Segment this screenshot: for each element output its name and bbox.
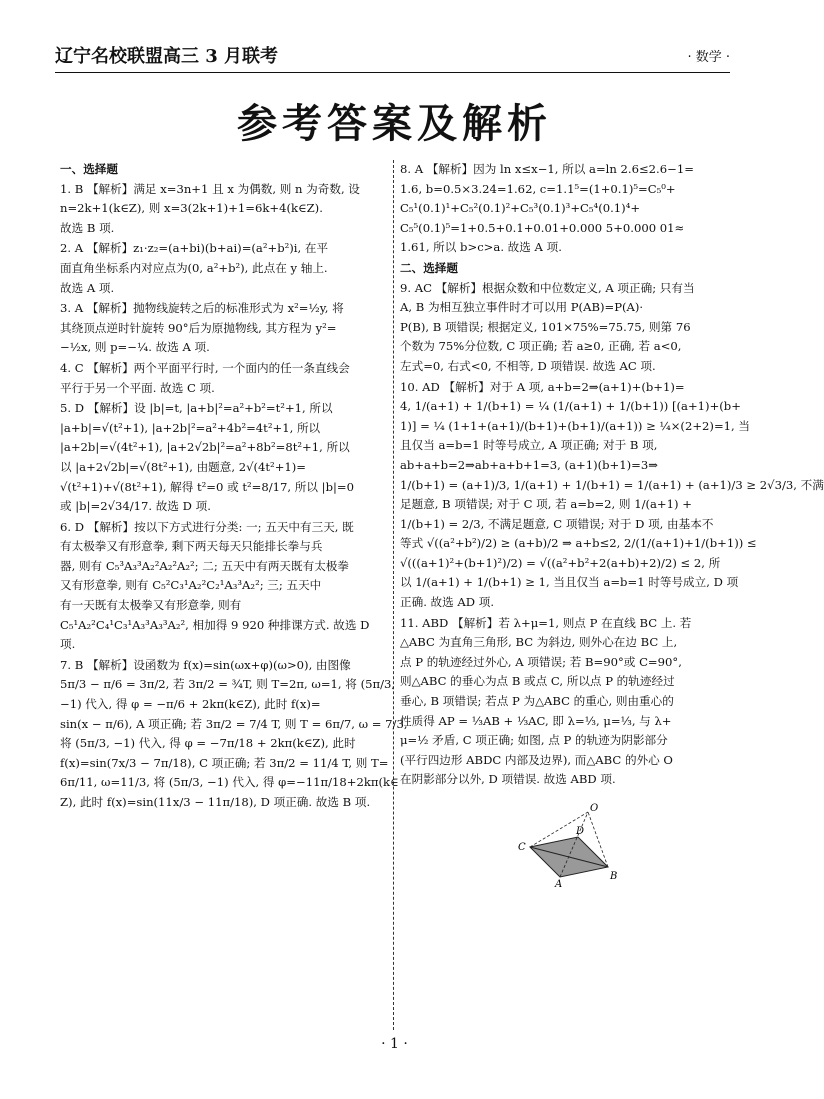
- text-line: 4, 1/(a+1) + 1/(b+1) = ¼ (1/(a+1) + 1/(b+1)) [(a+1)+(b+: [400, 399, 741, 414]
- column-divider: [393, 160, 394, 1030]
- text-line: 8. A 【解析】因为 ln x≤x−1, 所以 a=ln 2.6≤2.6−1=: [400, 162, 694, 176]
- text-line: −½x, 则 p=−¼. 故选 A 项.: [60, 340, 210, 355]
- text-line: |a+2b|=√(4t²+1), |a+2√2b|²=a²+8b²=8t²+1, 所以: [60, 440, 350, 455]
- text-line: 故选 B 项.: [60, 220, 115, 235]
- label-d: D: [576, 826, 585, 837]
- page-number: · 1 ·: [381, 1036, 408, 1052]
- text-line: 左式=0, 右式<0, 不相等, D 项错误. 故选 AC 项.: [400, 358, 656, 373]
- text-line: 1. B 【解析】满足 x=3n+1 且 x 为偶数, 则 n 为奇数, 设: [60, 181, 360, 196]
- text-line: 1/(b+1) = 2/3, 不满足题意, C 项错误; 对于 D 项, 由基本不: [400, 516, 714, 531]
- text-line: 5. D 【解析】设 |b|=t, |a+b|²=a²+b²=t²+1, 所以: [60, 401, 333, 416]
- text-line: 其绕顶点逆时针旋转 90°后为原抛物线, 其方程为 y²=: [60, 320, 337, 335]
- text-line: C₅¹A₂²C₄¹C₃¹A₃³A₃³A₂², 相加得 9 920 种排课方式. 故选 D: [60, 617, 370, 632]
- text-line: 9. AC 【解析】根据众数和中位数定义, A 项正确; 只有当: [400, 280, 695, 295]
- right-column: [400, 160, 824, 894]
- label-o: O: [590, 803, 599, 814]
- text-line: 以 1/(a+1) + 1/(b+1) ≥ 1, 当且仅当 a=b=1 时等号成立, D 项: [400, 575, 739, 590]
- text-line: √(t²+1)+√(8t²+1), 解得 t²=0 或 t²=8/17, 所以 |b|=0: [60, 479, 354, 494]
- text-line: n=2k+1(k∈Z), 则 x=3(2k+1)+1=6k+4(k∈Z).: [60, 201, 323, 216]
- answer-4: [60, 359, 385, 398]
- answer-6: [60, 518, 385, 655]
- geometry-figure: [510, 797, 630, 890]
- text-line: 1)] = ¼ (1+1+(a+1)/(b+1)+(b+1)/(a+1)) ≥ ¼×(2+2)=1, 当: [400, 418, 751, 433]
- text-line: 等式 √((a²+b²)/2) ≥ (a+b)/2 ⇒ a+b≤2, 2/(1/(a+1)+1/(b+1)) ≤: [400, 536, 757, 551]
- answer-1: [60, 180, 385, 239]
- text-line: 11. ABD 【解析】若 λ+μ=1, 则点 P 在直线 BC 上. 若: [400, 615, 692, 630]
- text-line: 10. AD 【解析】对于 A 项, a+b=2⇒(a+1)+(b+1)=: [400, 379, 685, 394]
- text-line: 或 |b|=2√34/17. 故选 D 项.: [60, 499, 211, 514]
- text-line: ab+a+b=2⇒ab+a+b+1=3, (a+1)(b+1)=3⇒: [400, 457, 658, 472]
- label-b: B: [610, 871, 618, 882]
- section-heading: 一、选择题: [60, 162, 118, 176]
- text-line: A, B 为相互独立事件时才可以用 P(AB)=P(A)·: [400, 300, 644, 315]
- exam-name: 辽宁名校联盟高三 3 月联考: [55, 46, 279, 67]
- text-line: sin(x − π/6), A 项正确; 若 3π/2 = 7/4 T, 则 T = 6π/7, ω = 7/3,: [60, 716, 408, 731]
- text-line: 3. A 【解析】抛物线旋转之后的标准形式为 x²=½y, 将: [60, 301, 344, 316]
- text-line: 6. D 【解析】按以下方式进行分类: 一; 五天中有三天, 既: [60, 519, 354, 534]
- text-line: P(B), B 项错误; 根据定义, 101×75%=75.75, 则第 76: [400, 319, 691, 334]
- page-title: 参考答案及解析: [237, 101, 552, 147]
- text-line: 个数为 75%分位数, C 项正确; 若 a≥0, 正确, 若 a<0,: [400, 339, 682, 354]
- text-line: △ABC 为直角三角形, BC 为斜边, 则外心在边 BC 上,: [400, 635, 678, 650]
- text-line: 以 |a+2√2b|=√(8t²+1), 由题意, 2√(4t²+1)=: [60, 459, 307, 474]
- text-line: 6π/11, ω=11/3, 将 (5π/3, −1) 代入, 得 φ=−11π/18+2kπ(k∈: [60, 775, 399, 790]
- text-line: 7. B 【解析】设函数为 f(x)=sin(ωx+φ)(ω>0), 由图像: [60, 657, 351, 672]
- text-line: 2. A 【解析】z₁·z₂=(a+bi)(b+ai)=(a²+b²)i, 在平: [60, 241, 329, 256]
- answer-2: [60, 239, 385, 298]
- text-line: 则△ABC 的垂心为点 B 或点 C, 所以点 P 的轨迹经过: [400, 674, 675, 689]
- text-line: 面直角坐标系内对应点为(0, a²+b²), 此点在 y 轴上.: [60, 260, 328, 275]
- text-line: 平行于另一个平面. 故选 C 项.: [60, 380, 215, 395]
- text-line: −1) 代入, 得 φ = −π/6 + 2kπ(k∈Z), 此时 f(x)=: [60, 697, 321, 712]
- text-line: 且仅当 a=b=1 时等号成立, A 项正确; 对于 B 项,: [400, 438, 658, 453]
- answer-5: [60, 399, 385, 517]
- text-line: C₅¹(0.1)¹+C₅²(0.1)²+C₅³(0.1)³+C₅⁴(0.1)⁴+: [400, 201, 641, 216]
- text-line: 足题意, B 项错误; 对于 C 项, 若 a=b=2, 则 1/(a+1) +: [400, 497, 692, 512]
- answer-8: [400, 160, 732, 258]
- left-column: [60, 160, 408, 814]
- text-line: 5π/3 − π/6 = 3π/2, 若 3π/2 = ¾T, 则 T=2π, ω=1, 将 (5π/3,: [60, 677, 396, 692]
- text-line: |a+b|=√(t²+1), |a+2b|²=a²+4b²=4t²+1, 所以: [60, 420, 321, 435]
- answer-9: [400, 279, 732, 377]
- section-heading: 二、选择题: [400, 260, 458, 275]
- text-line: 项.: [60, 637, 76, 652]
- text-line: (平行四边形 ABDC 内部及边界), 而△ABC 的外心 O: [400, 752, 673, 767]
- text-line: 有一天既有太极拳又有形意拳, 则有: [60, 598, 242, 613]
- text-line: 故选 A 项.: [60, 280, 115, 295]
- subject-label: · 数学 ·: [687, 50, 730, 65]
- text-line: 1/(b+1) = (a+1)/3, 1/(a+1) + 1/(b+1) = 1/(a+1) + (a+1)/3 ≥ 2√3/3, 不满: [400, 477, 824, 492]
- answer-10: [400, 378, 824, 613]
- text-line: 有太极拳又有形意拳, 剩下两天每天只能排长拳与兵: [60, 539, 323, 554]
- text-line: Z), 此时 f(x)=sin(11x/3 − 11π/18), D 项正确. 故选 B 项.: [60, 795, 371, 809]
- label-a: A: [555, 879, 563, 890]
- answer-7: [60, 656, 408, 813]
- text-line: 性质得 AP = ⅓AB + ⅓AC, 即 λ=⅓, μ=⅓, 与 λ+: [400, 713, 672, 728]
- text-line: μ=½ 矛盾, C 项正确; 如图, 点 P 的轨迹为阴影部分: [400, 733, 668, 748]
- text-line: f(x)=sin(7x/3 − 7π/18), C 项正确; 若 3π/2 = 11/4 T, 则 T=: [60, 755, 389, 770]
- text-line: 1.61, 所以 b>c>a. 故选 A 项.: [400, 240, 562, 255]
- text-line: 1.6, b=0.5×3.24=1.62, c=1.1⁵=(1+0.1)⁵=C₅⁰+: [400, 181, 676, 196]
- page-header: [55, 40, 730, 73]
- text-line: 器, 则有 C₅³A₃³A₂²A₂²A₂²; 二; 五天中有两天既有太极拳: [60, 558, 349, 573]
- text-line: 4. C 【解析】两个平面平行时, 一个面内的任一条直线会: [60, 360, 350, 375]
- answer-11: [400, 614, 732, 790]
- text-line: 垂心, B 项错误; 若点 P 为△ABC 的重心, 则由重心的: [400, 694, 674, 709]
- text-line: 点 P 的轨迹经过外心, A 项错误; 若 B=90°或 C=90°,: [400, 654, 682, 669]
- text-line: C₅⁵(0.1)⁵=1+0.5+0.1+0.01+0.000 5+0.000 01≈: [400, 220, 685, 235]
- text-line: √(((a+1)²+(b+1)²)/2) = √((a²+b²+2(a+b)+2)/2) ≤ 2, 所: [400, 555, 721, 570]
- text-line: 在阴影部分以外, D 项错误. 故选 ABD 项.: [400, 772, 616, 787]
- answer-3: [60, 299, 385, 358]
- text-line: 又有形意拳, 则有 C₅²C₃¹A₂²C₂¹A₃³A₂²; 三; 五天中: [60, 578, 322, 593]
- label-c: C: [518, 842, 526, 853]
- text-line: 将 (5π/3, −1) 代入, 得 φ = −7π/18 + 2kπ(k∈Z), 此时: [60, 736, 356, 751]
- text-line: 正确. 故选 AD 项.: [400, 595, 495, 610]
